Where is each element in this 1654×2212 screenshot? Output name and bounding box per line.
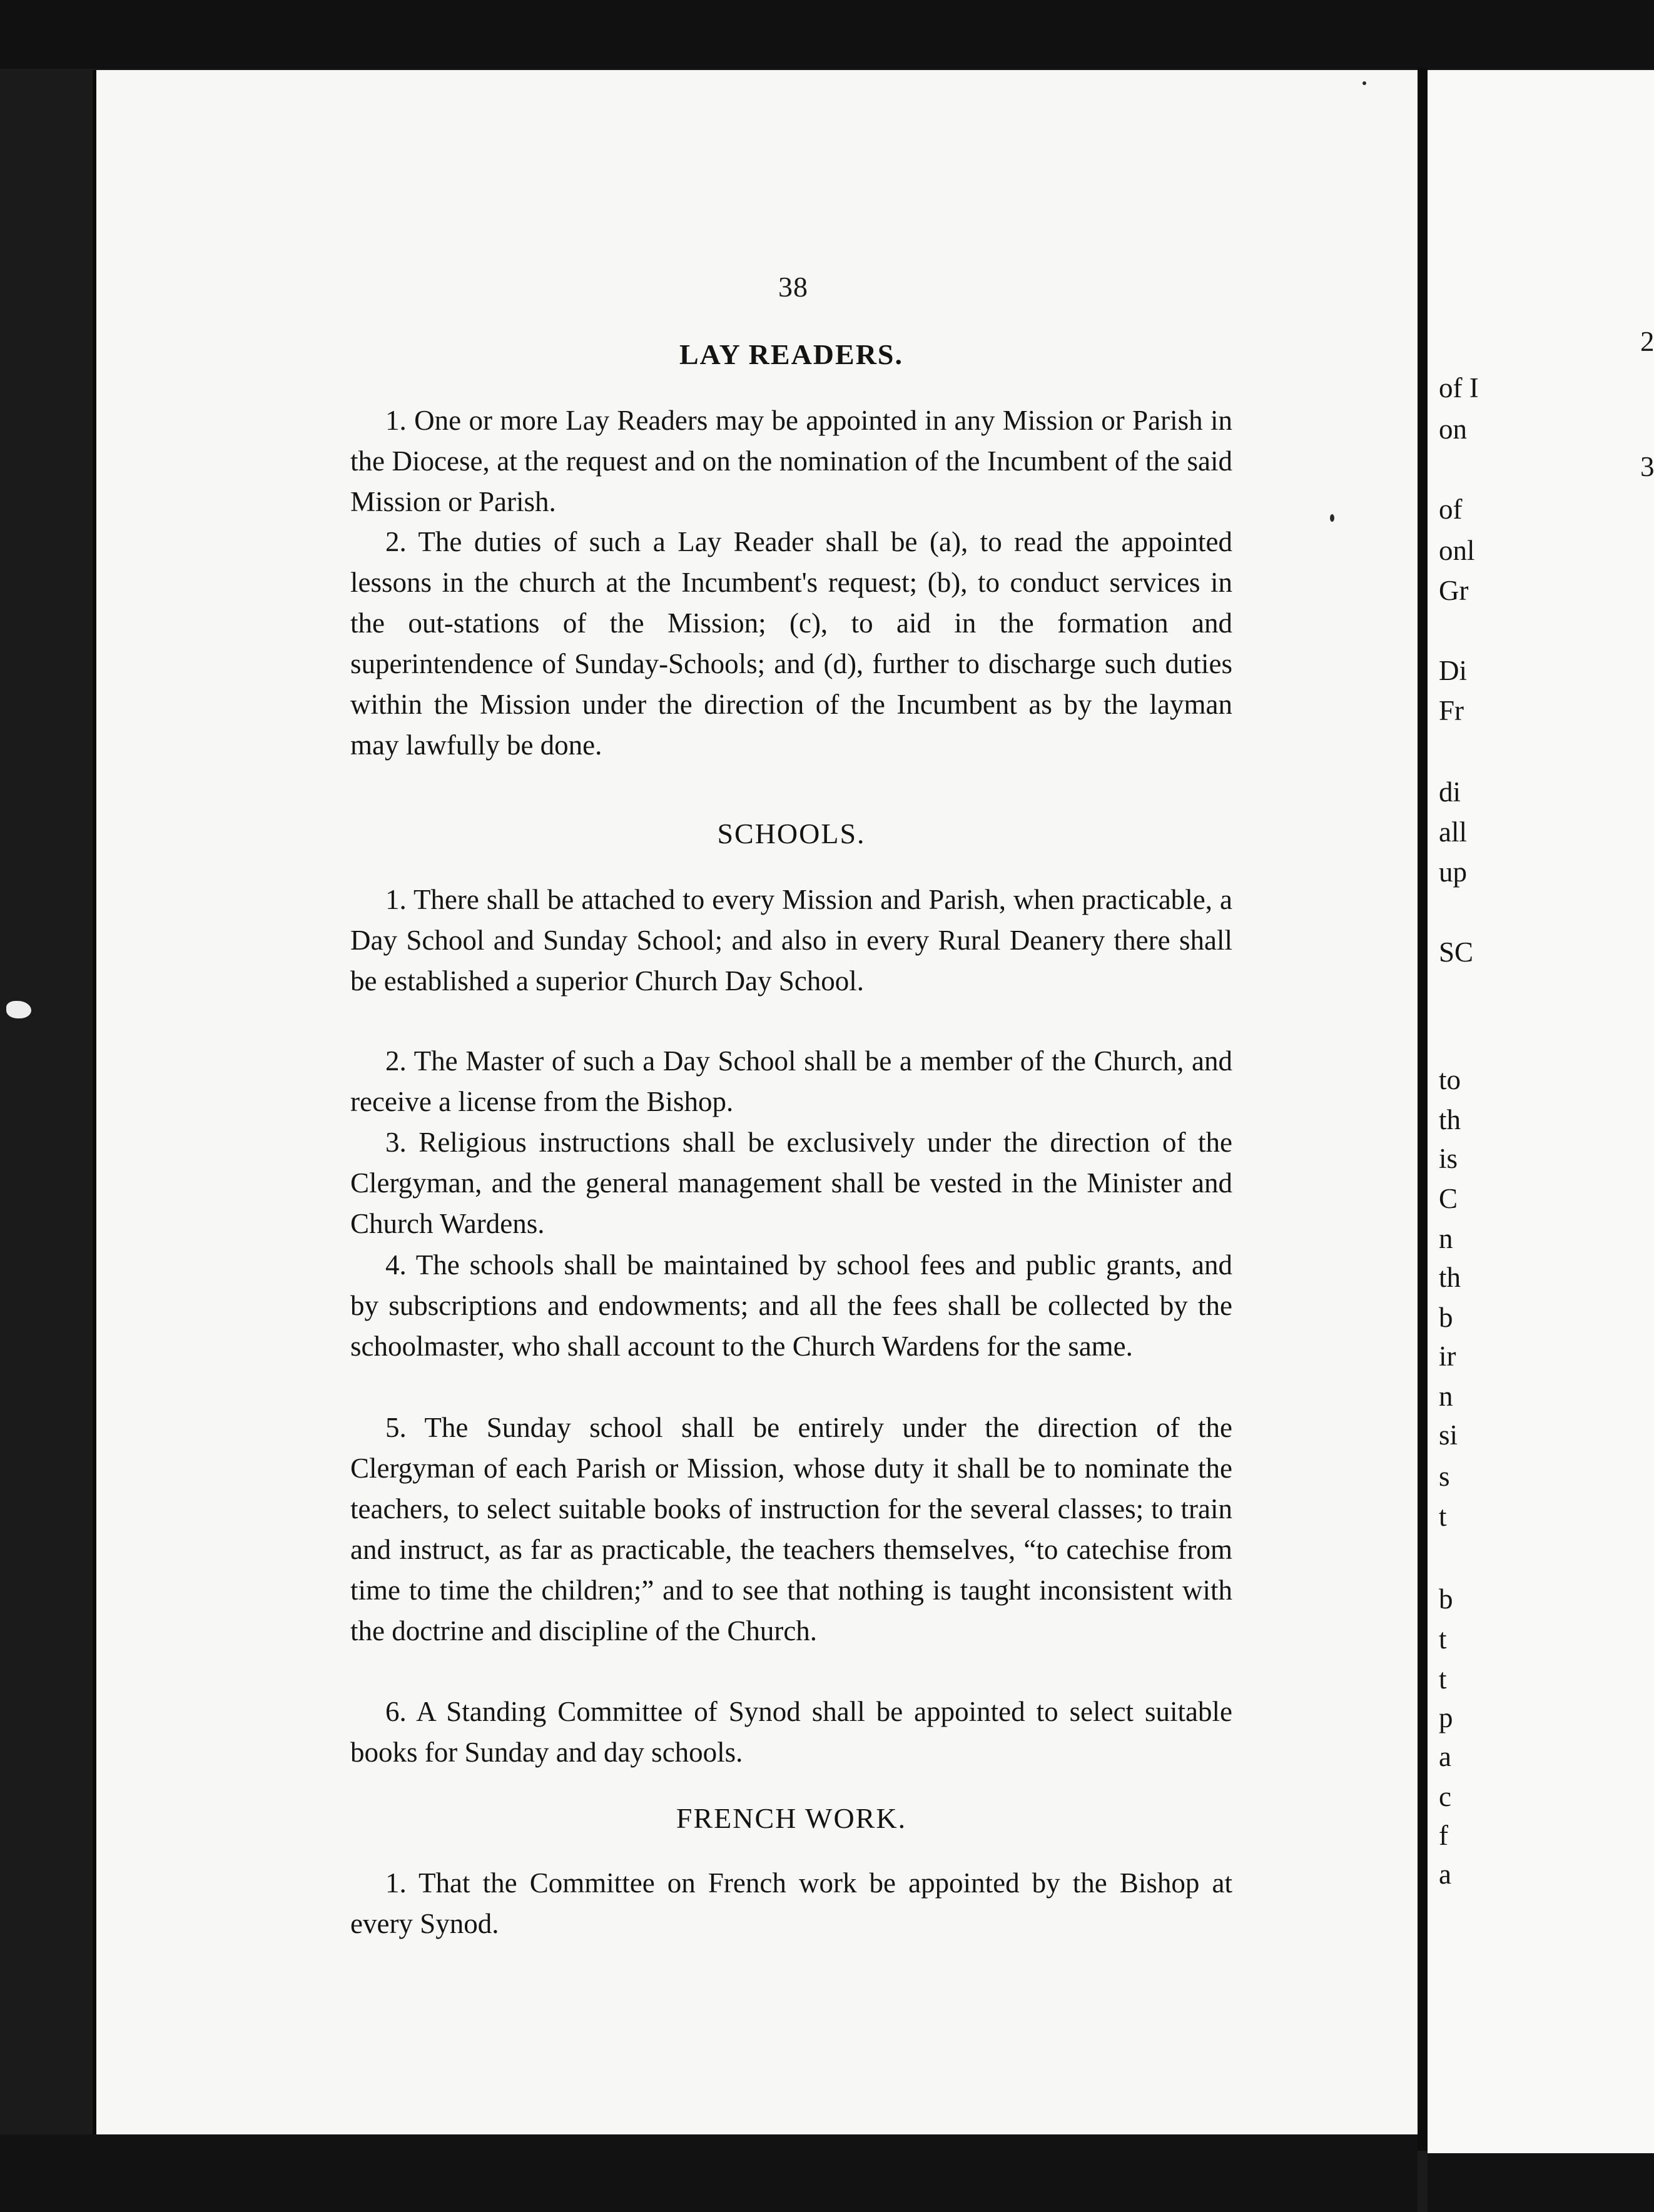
facing-fragment: Fr: [1439, 695, 1464, 726]
schools-paragraph-5: 5. The Sunday school shall be entirely under the direction of the Clergyman of each Parish or Mission, whose duty it shall be to nominate the teachers, to select suitable books of instruction for the several classes; to train and instruct, as far as practicable, the teachers themselves, “to catechise from time to time the children;” and to see that nothing is taught inconsistent with the doctrine and discipline of the Church.: [350, 1412, 1232, 1646]
facing-fragment: ir: [1439, 1341, 1456, 1372]
section-heading-french-work: FRENCH WORK.: [676, 1802, 907, 1834]
scan-speck: [1362, 81, 1366, 85]
facing-fragment: s: [1439, 1461, 1450, 1492]
facing-fragment: th: [1439, 1262, 1461, 1293]
facing-fragment: C: [1439, 1183, 1458, 1214]
page-number: 38: [778, 271, 808, 303]
lay-readers-paragraph-1: 1. One or more Lay Readers may be appointed in any Mission or Parish in the Diocese, at the request and on the nomination of the Incumbent of the said Mission or Parish.: [350, 405, 1232, 517]
schools-paragraph-6: 6. A Standing Committee of Synod shall be appointed to select suitable books for Sunday and day schools.: [350, 1696, 1232, 1768]
facing-fragment: p: [1439, 1702, 1453, 1733]
facing-fragment: on: [1439, 413, 1467, 445]
scan-artifact: [6, 1001, 31, 1018]
facing-fragment: t: [1439, 1623, 1447, 1655]
section-heading-lay-readers: LAY READERS.: [679, 338, 904, 370]
facing-fragment: n: [1439, 1223, 1453, 1254]
facing-fragment: is: [1439, 1143, 1458, 1174]
schools-paragraph-2: 2. The Master of such a Day School shall be a member of the Church, and receive a license from the Bishop.: [350, 1045, 1232, 1117]
facing-fragment: b: [1439, 1302, 1453, 1333]
facing-fragment: b: [1439, 1583, 1453, 1615]
facing-fragment: t: [1439, 1501, 1447, 1532]
facing-fragment: Di: [1439, 655, 1467, 686]
facing-fragment: th: [1439, 1104, 1461, 1135]
facing-fragment: a: [1439, 1741, 1451, 1772]
facing-fragment: onl: [1439, 535, 1475, 566]
schools-paragraph-3: 3. Religious instructions shall be exclusively under the direction of the Clergyman, and the general management shall be vested in the Minister and Church Wardens.: [350, 1127, 1232, 1239]
facing-fragment: of I: [1439, 372, 1479, 403]
facing-fragment: c: [1439, 1781, 1451, 1812]
facing-fragment: up: [1439, 856, 1467, 888]
facing-fragment: 3: [1640, 451, 1654, 482]
facing-fragment: of: [1439, 494, 1463, 525]
facing-fragment: all: [1439, 816, 1467, 848]
scan-border-bottom-right: [1428, 2153, 1654, 2212]
schools-paragraph-4: 4. The schools shall be maintained by school fees and public grants, and by subscriptions and endowments; and all the fees shall be collected by the schoolmaster, who shall account to the Church Wardens for the same.: [350, 1249, 1232, 1362]
french-work-paragraph-1: 1. That the Committee on French work be appointed by the Bishop at every Synod.: [350, 1867, 1232, 1939]
facing-fragment: SC: [1439, 936, 1474, 968]
scan-border-top: [0, 0, 1654, 69]
lay-readers-paragraph-2: 2. The duties of such a Lay Reader shall be (a), to read the appointed lessons in the church at the Incumbent's request; (b), to conduct services in the out-stations of the Mission; (c), to aid in the formation and superintendence of Sunday-Schools; and (d), further to discharge such duties within the Mission under the direction of the Incumbent as by the layman may lawfully be done.: [350, 526, 1232, 761]
facing-fragment: to: [1439, 1064, 1461, 1095]
facing-fragment: Gr: [1439, 575, 1469, 606]
scan-speck: [1330, 514, 1334, 522]
facing-fragment: n: [1439, 1381, 1453, 1412]
scan-border-bottom: [0, 2134, 1418, 2212]
facing-fragment: 2: [1640, 326, 1654, 357]
book-gutter: [1418, 68, 1428, 2151]
facing-fragment: di: [1439, 776, 1461, 808]
section-heading-schools: SCHOOLS.: [717, 818, 866, 850]
facing-fragment: si: [1439, 1419, 1458, 1451]
schools-paragraph-1: 1. There shall be attached to every Mission and Parish, when practicable, a Day School and Sunday School; and also in every Rural Deanery there shall be established a superior Church Day School.: [350, 884, 1232, 997]
facing-fragment: f: [1439, 1820, 1448, 1851]
facing-fragment: a: [1439, 1859, 1451, 1890]
facing-fragment: t: [1439, 1663, 1447, 1695]
